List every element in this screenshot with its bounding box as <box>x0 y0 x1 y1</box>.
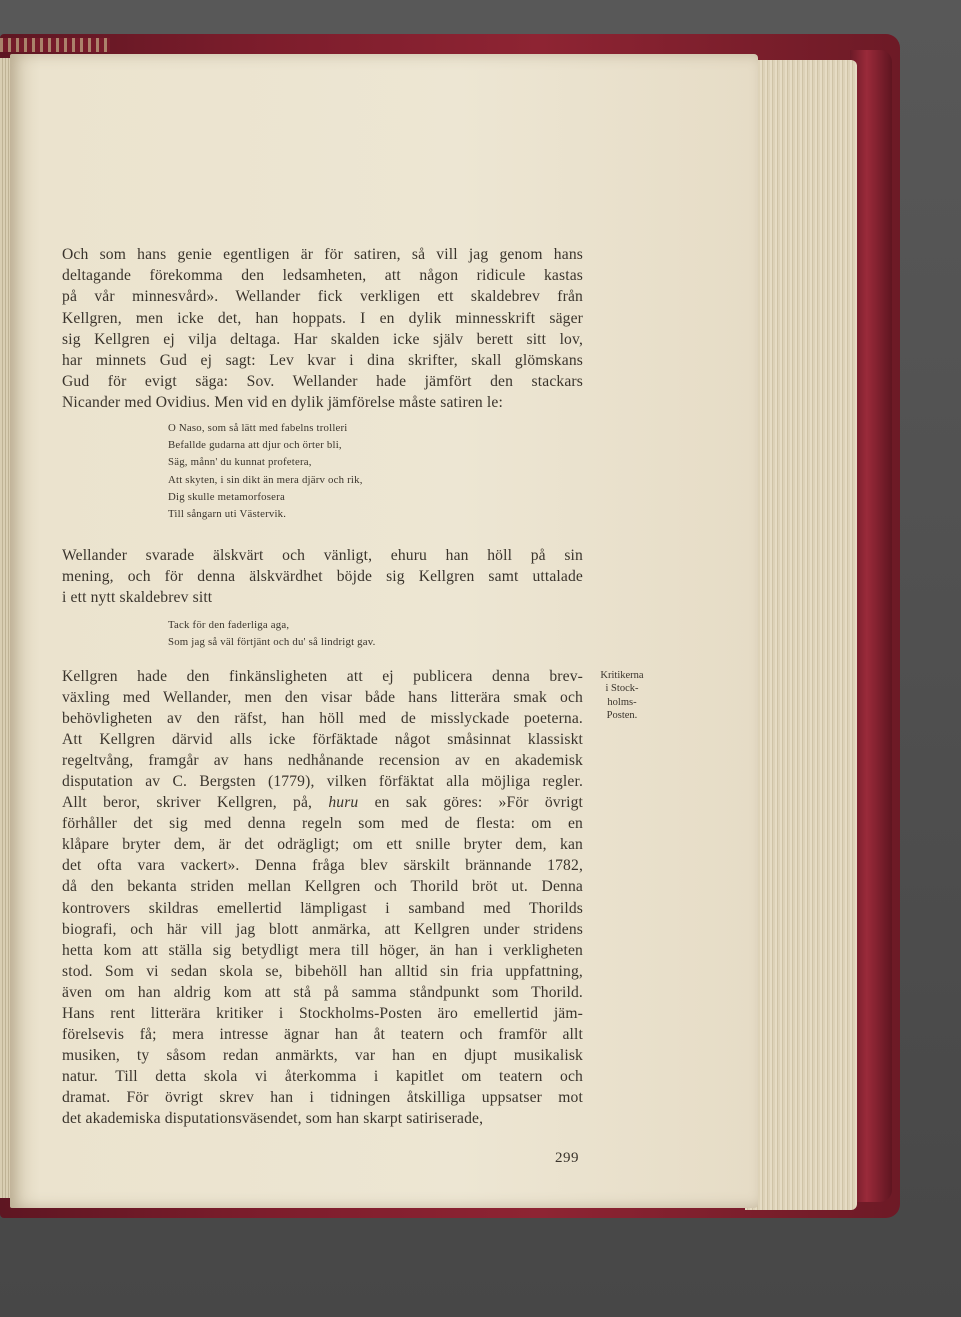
text-line: Att Kellgren därvid alls icke förfäktade något småsinnat klassiskt <box>62 731 583 749</box>
text-line: växling med Wellander, men den visar både hans litterära smak och <box>62 689 583 707</box>
text-line: det akademiska disputationsväsendet, som han skarpt satiriserade, <box>62 1109 484 1127</box>
poem-line: Till sångarn uti Västervik. <box>168 508 287 521</box>
poem-line: Som jag så väl förtjänt och du' så lindrigt gav. <box>168 636 376 649</box>
poem-line: Tack för den faderliga aga, <box>168 619 290 631</box>
text-line: Wellander svarade älskvärt och vänligt, ehuru han höll på sin <box>62 547 583 564</box>
text-line: Gud för evigt säga: Sov. Wellander hade jämfört den stackars <box>62 373 583 391</box>
text-line: sig Kellgren ej vilja deltaga. Har skalden icke själv berett sitt lov, <box>62 330 583 348</box>
poem-line: Befallde gudarna att djur och örter bli, <box>168 439 342 452</box>
text-line: då den bekanta striden mellan Kellgren och Thorild bröt ut. Denna <box>62 878 583 896</box>
text-line: på vår minnesvård». Wellander fick verkligen ett skaldebrev från <box>62 288 583 306</box>
text-line: förelsevis få; mera intresse ägnar han åt teatern och framför allt <box>62 1025 583 1043</box>
text-line: Nicander med Ovidius. Men vid en dylik jämförelse måste satiren le: <box>62 394 503 412</box>
text-line: deltagande förekomma den ledsamheten, att någon ridicule kastas <box>62 267 583 285</box>
poem-1 <box>168 420 568 523</box>
text-line: regeltvång, framgår av hans nedhånande recension av en akademisk <box>62 752 583 770</box>
text-line: behövligheten av den räfst, han höll med de misslyckade poeterna. <box>62 710 583 728</box>
poem-line: Säg, månn' du kunnat profetera, <box>168 456 312 469</box>
text-line: biografi, och här vill jag blott anmärka, att Kellgren under stridens <box>62 920 583 938</box>
text-line: förhåller det sig med denna regeln som med de flesta: om en <box>62 815 583 833</box>
paragraph-3 <box>62 666 583 1129</box>
margin-note-line: i Stock- <box>605 683 639 695</box>
text-line: Allt beror, skriver Kellgren, på, huru en sak göres: »För övrigt <box>62 794 583 812</box>
margin-note <box>590 669 654 723</box>
margin-note-line: Kritikerna <box>600 670 644 681</box>
text-line: har minnets Gud ej sagt: Lev kvar i dina skrifter, skall glömskans <box>62 351 583 369</box>
margin-note-line: Posten. <box>606 710 638 722</box>
spine-gilt-decoration <box>0 38 110 52</box>
text-line: Och som hans genie egentligen är för satiren, så vill jag genom hans <box>62 246 583 263</box>
poem-line: Att skyten, i sin dikt än mera djärv och rik, <box>168 473 363 486</box>
paragraph-2 <box>62 545 583 609</box>
text-line: mening, och för denna älskvärdhet böjde sig Kellgren samt uttalade <box>62 568 583 586</box>
text-line: natur. Till detta skola vi återkomma i kapitlet om teatern och <box>62 1067 583 1085</box>
paragraph-1 <box>62 244 583 414</box>
text-line: Kellgren, men icke det, han hoppats. I en dylik minnesskrift säger <box>62 309 583 327</box>
text-line: dramat. För övrigt skrev han i tidningen åtskilliga uppsatser mot <box>62 1088 583 1106</box>
text-line: musiken, ty såsom redan anmärkts, var han en djupt musikalisk <box>62 1046 583 1064</box>
text-line: stod. Som vi sedan skola se, bibehöll han alltid sin fria uppfattning, <box>62 962 583 980</box>
margin-note-line: holms- <box>607 696 637 708</box>
text-line: Hans rent litterära kritiker i Stockholms-Posten äro emellertid jäm- <box>62 1004 583 1022</box>
text-line: även om han aldrig kom att stå på samma ståndpunkt som Thorild. <box>62 983 583 1001</box>
right-page-stack <box>745 60 857 1210</box>
text-line: disputation av C. Bergsten (1779), vilken förfäktat alla möjliga regler. <box>62 773 583 791</box>
page-number: 299 <box>555 1150 579 1166</box>
book-page <box>10 54 758 1208</box>
text-line: kontrovers skildras emellertid lämpligast i samband med Thorilds <box>62 899 583 917</box>
poem-2 <box>168 617 568 651</box>
poem-line: O Naso, som så lätt med fabelns trolleri <box>168 422 348 434</box>
text-line: i ett nytt skaldebrev sitt <box>62 589 213 607</box>
text-line: det ofta vara vackert». Denna fråga blev särskilt brännande 1782, <box>62 857 583 875</box>
text-line: hetta kom att ställa sig betydligt mera till höger, än han i verkligheten <box>62 941 583 959</box>
text-line: klåpare bryter dem, är det odrägligt; om ett snille bryter dem, kan <box>62 836 583 854</box>
text-line: Kellgren hade den finkänsligheten att ej publicera denna brev- <box>62 668 583 685</box>
poem-line: Dig skulle metamorfosera <box>168 490 285 503</box>
